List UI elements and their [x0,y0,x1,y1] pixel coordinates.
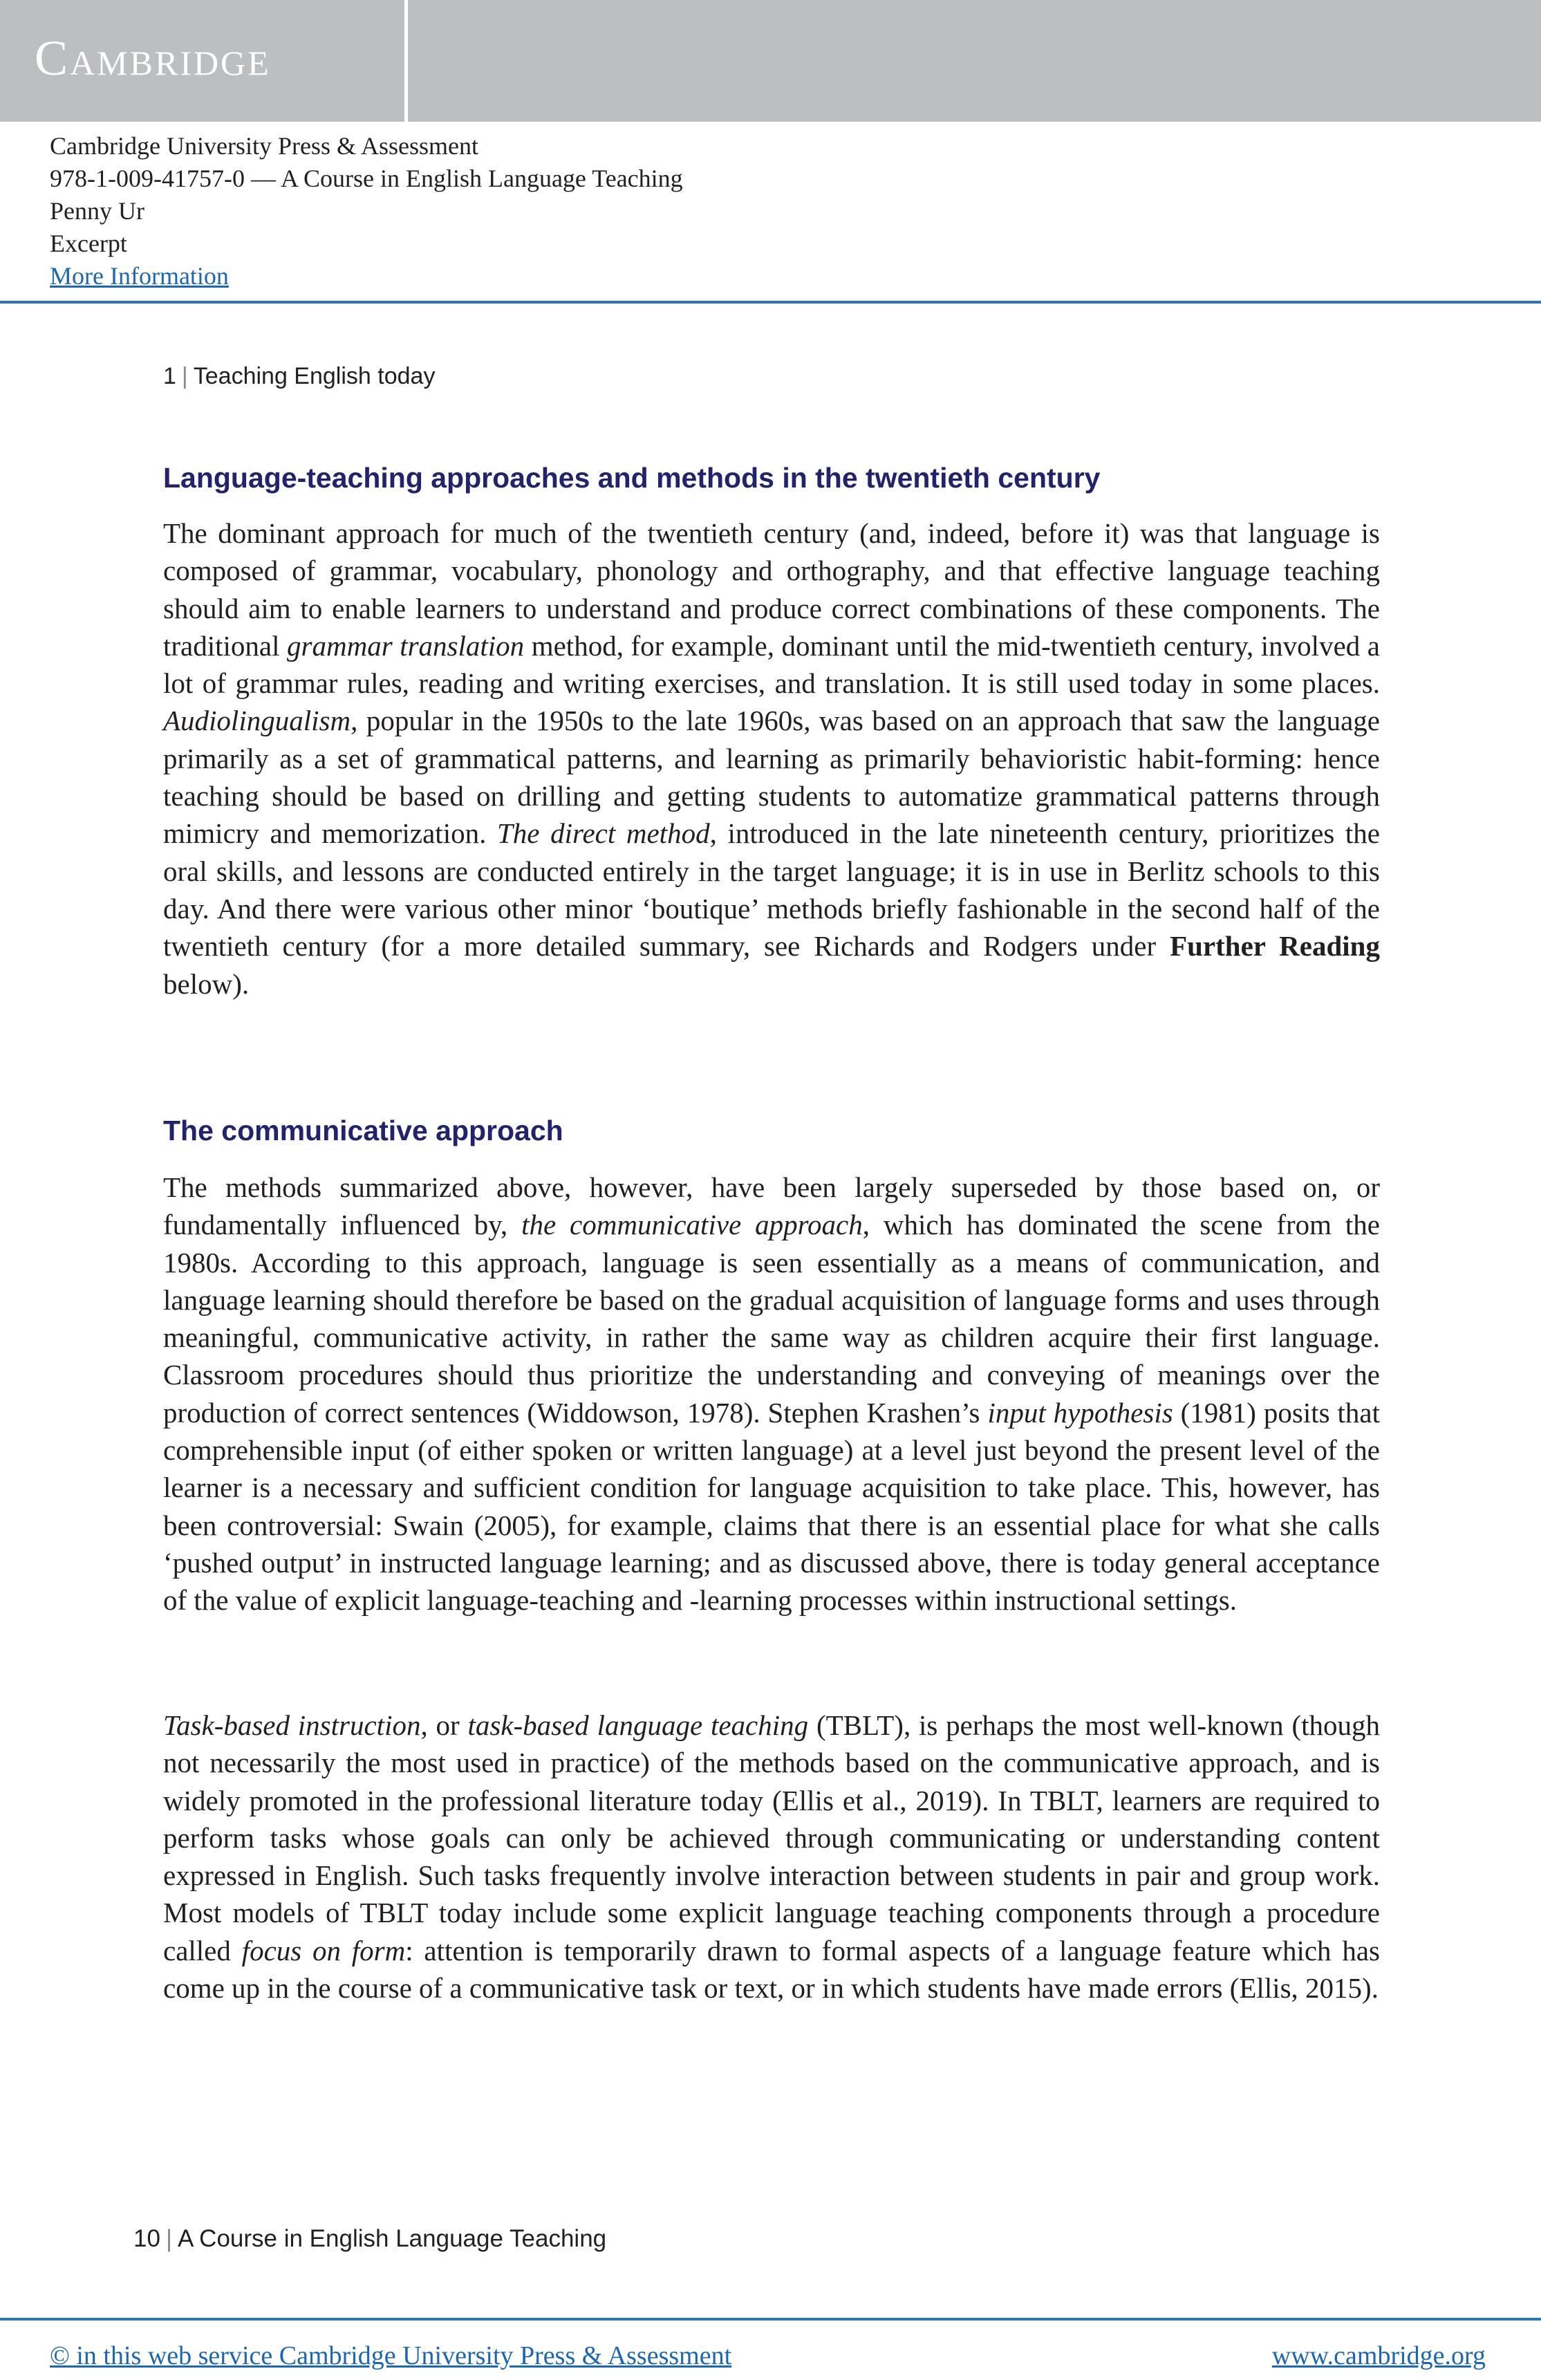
book-title: A Course in English Language Teaching [178,2225,607,2252]
cambridge-logo: Cambridge [35,30,271,86]
copyright-link[interactable]: © in this web service Cambridge University Press & Assessment [50,2341,732,2370]
publisher-banner [0,0,1541,122]
more-information-link[interactable]: More Information [50,262,229,290]
pipe-separator: | [165,2225,173,2252]
website-link[interactable]: www.cambridge.org [1271,2341,1486,2370]
document-type: Excerpt [50,230,127,257]
isbn-title: 978-1-009-41757-0 — A Course in English Language Teaching [50,165,683,192]
section-heading: Language-teaching approaches and methods in the twentieth century [163,462,1101,494]
header-rule [0,301,1541,304]
author-name: Penny Ur [50,197,144,225]
chapter-number: 1 [163,363,176,389]
body-paragraph: The methods summarized above, however, have been largely superseded by those based on, or fundamentally influenced by, the communicative approach, which has dominated the scene from the 1980s. According to this approach, language is seen essentially as a means of communication, and language learning should therefore be based on the gradual acquisition of language forms and uses through meaningful, communicative activity, in rather the same way as children acquire their first language. Classroom procedures should thus prioritize the understanding and conveying of meanings over the production of correct sentences (Widdowson, 1978). Stephen Krashen’s input hypothesis (1981) posits that comprehensible input (of either spoken or written language) at a level just beyond the present level of the learner is a necessary and sufficient condition for language acquisition to take place. This, however, has been controversial: Swain (2005), for example, claims that there is an essential place for what she calls ‘pushed output’ in instructed language learning; and as discussed above, there is today general acceptance of the value of explicit language-teaching and -learning processes within instructional settings. [163,1171,1380,1617]
page-folio [133,2225,606,2253]
body-paragraph: The dominant approach for much of the twentieth century (and, indeed, before it) was that language is composed of grammar, vocabulary, phonology and orthography, and that effective language teaching should aim to enable learners to understand and produce correct combinations of these components. The traditional grammar translation method, for example, dominant until the mid-twentieth century, involved a lot of grammar rules, reading and writing exercises, and translation. It is still used today in some places. Audiolingualism, popular in the 1950s to the late 1960s, was based on an approach that saw the language primarily as a set of grammatical patterns, and learning as primarily behavioristic habit-forming: hence teaching should be based on drilling and getting students to automatize grammatical patterns through mimicry and memorization. The direct method, introduced in the late nineteenth century, prioritizes the oral skills, and lessons are conducted entirely in the target language; it is in use in Berlitz schools to this day. And there were various other minor ‘boutique’ methods briefly fashionable in the second half of the twentieth century (for a more detailed summary, see Richards and Rodgers under Further Reading below). [163,517,1381,1000]
publisher-name: Cambridge University Press & Assessment [50,132,478,160]
page-number: 10 [133,2225,160,2252]
book-metadata [50,130,683,292]
footer-rule [0,2318,1541,2321]
banner-divider [404,0,408,122]
body-paragraph: Task-based instruction, or task-based language teaching (TBLT), is perhaps the most well-known (though not necessarily the most used in practice) of the methods based on the communicative approach, and is widely promoted in the professional literature today (Ellis et al., 2019). In TBLT, learners are required to perform tasks whose goals can only be achieved through communicating or understanding content expressed in English. Such tasks frequently involve interaction between students in pair and group work. Most models of TBLT today include some explicit language teaching components through a procedure called focus on form: attention is temporarily drawn to formal aspects of a language feature which has come up in the course of a communicative task or text, or in which students have made errors (Ellis, 2015). [163,1709,1381,2005]
section-heading: The communicative approach [163,1115,563,1146]
chapter-title: Teaching English today [193,363,436,389]
running-head [163,363,435,390]
pipe-separator: | [181,363,188,389]
